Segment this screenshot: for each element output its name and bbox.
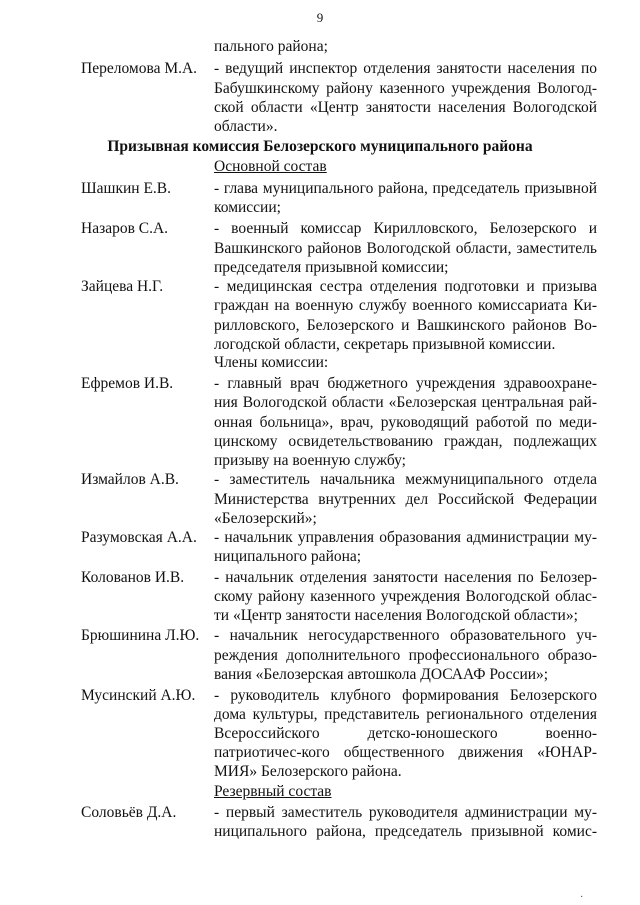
person-name: Зайцева Н.Г. — [81, 278, 164, 295]
person-name: Мусинский А.Ю. — [81, 687, 196, 704]
person-role-line: Вашкинского районов Вологодской области, заместитель — [214, 240, 597, 257]
person-role-line: комиссии; — [214, 199, 281, 216]
person-role-line: - первый заместитель руководителя администрации му- — [214, 804, 597, 821]
person-role-line: рилловского, Белозерского и Вашкинского районов Во- — [214, 317, 597, 334]
person-role-line: области». — [214, 118, 278, 135]
person-role-line: дома культуры, представитель регионального отделения — [214, 706, 597, 723]
person-name: Ефремов И.В. — [81, 375, 174, 392]
person-role-line: ской области «Центр занятости населения Вологодской — [214, 99, 597, 116]
person-role-line: МИЯ» Белозерского района. — [214, 763, 402, 780]
person-role-line: - военный комиссар Кирилловского, Белозерского и — [214, 220, 597, 237]
person-name: Брюшинина Л.Ю. — [81, 627, 200, 644]
person-name: Измайлов А.В. — [81, 471, 179, 488]
person-role-line: патриотичес-кого общественного движения «ЮНАР- — [214, 744, 597, 761]
members-heading: Члены комиссии: — [214, 354, 329, 371]
person-name: Переломова М.А. — [81, 60, 198, 77]
continuation-text: пального района; — [214, 38, 328, 55]
person-role-line: - начальник отделения занятости населения по Белозер- — [214, 569, 597, 586]
person-role-line: Бабушкинскому району казенного учреждения Вологод- — [214, 80, 597, 97]
person-name: Разумовская А.А. — [81, 529, 197, 546]
person-role-line: Министерства внутренних дел Российской Федерации — [214, 491, 597, 508]
person-role-line: - медицинская сестра отделения подготовки и призыва — [214, 278, 597, 295]
person-role-line: цинскому освидетельствованию граждан, подлежащих — [214, 433, 597, 450]
person-role-line: реждения дополнительного профессионального образо- — [214, 647, 597, 664]
person-role-line: скому району казенного учреждения Вологодской облас- — [214, 588, 597, 605]
person-role-line: призыву на военную службу; — [214, 452, 406, 469]
person-role-line: - глава муниципального района, председатель призывной — [214, 180, 597, 197]
page-number: 9 — [316, 10, 324, 25]
person-role-line: ния Вологодской области «Белозерская центральная рай- — [214, 394, 597, 411]
person-role-line: - ведущий инспектор отделения занятости населения по — [214, 60, 597, 77]
person-role-line: онная больница», врач, руководящий работой по меди- — [214, 414, 597, 431]
person-role-line: граждан на военную службу военного комиссариата Ки- — [214, 297, 597, 314]
person-role-line: - руководитель клубного формирования Белозерского — [214, 687, 597, 704]
scan-mark: · — [580, 892, 584, 903]
person-name: Соловьёв Д.А. — [81, 804, 177, 821]
person-role-line: вания «Белозерская автошкола ДОСААФ России»; — [214, 666, 549, 683]
person-role-line: «Белозерский»; — [214, 510, 317, 527]
person-role-line: логодской области, секретарь призывной комиссии. — [214, 336, 556, 353]
person-name: Шашкин Е.В. — [81, 180, 172, 197]
person-name: Назаров С.А. — [81, 220, 169, 237]
person-role-line: - начальник негосударственного образовательного уч- — [214, 627, 597, 644]
person-role-line: ти «Центр занятости населения Вологодской области»; — [214, 607, 578, 624]
person-role-line: председателя призывной комиссии; — [214, 259, 449, 276]
commission-title: Призывная комиссия Белозерского муниципального района — [107, 138, 533, 155]
person-role-line: ниципального района; — [214, 548, 362, 565]
person-role-line: ниципального района, председатель призывной комис- — [214, 823, 597, 840]
person-role-line: - заместитель начальника межмуниципального отдела — [214, 471, 597, 488]
person-name: Колованов И.В. — [81, 569, 185, 586]
person-role-line: Всероссийского детско-юношеского военно- — [214, 725, 597, 742]
reserve-composition-heading: Резервный состав — [214, 783, 332, 800]
person-role-line: - начальник управления образования администрации му- — [214, 529, 597, 546]
person-role-line: - главный врач бюджетного учреждения здравоохране- — [214, 375, 597, 392]
main-composition-heading: Основной состав — [214, 158, 327, 175]
